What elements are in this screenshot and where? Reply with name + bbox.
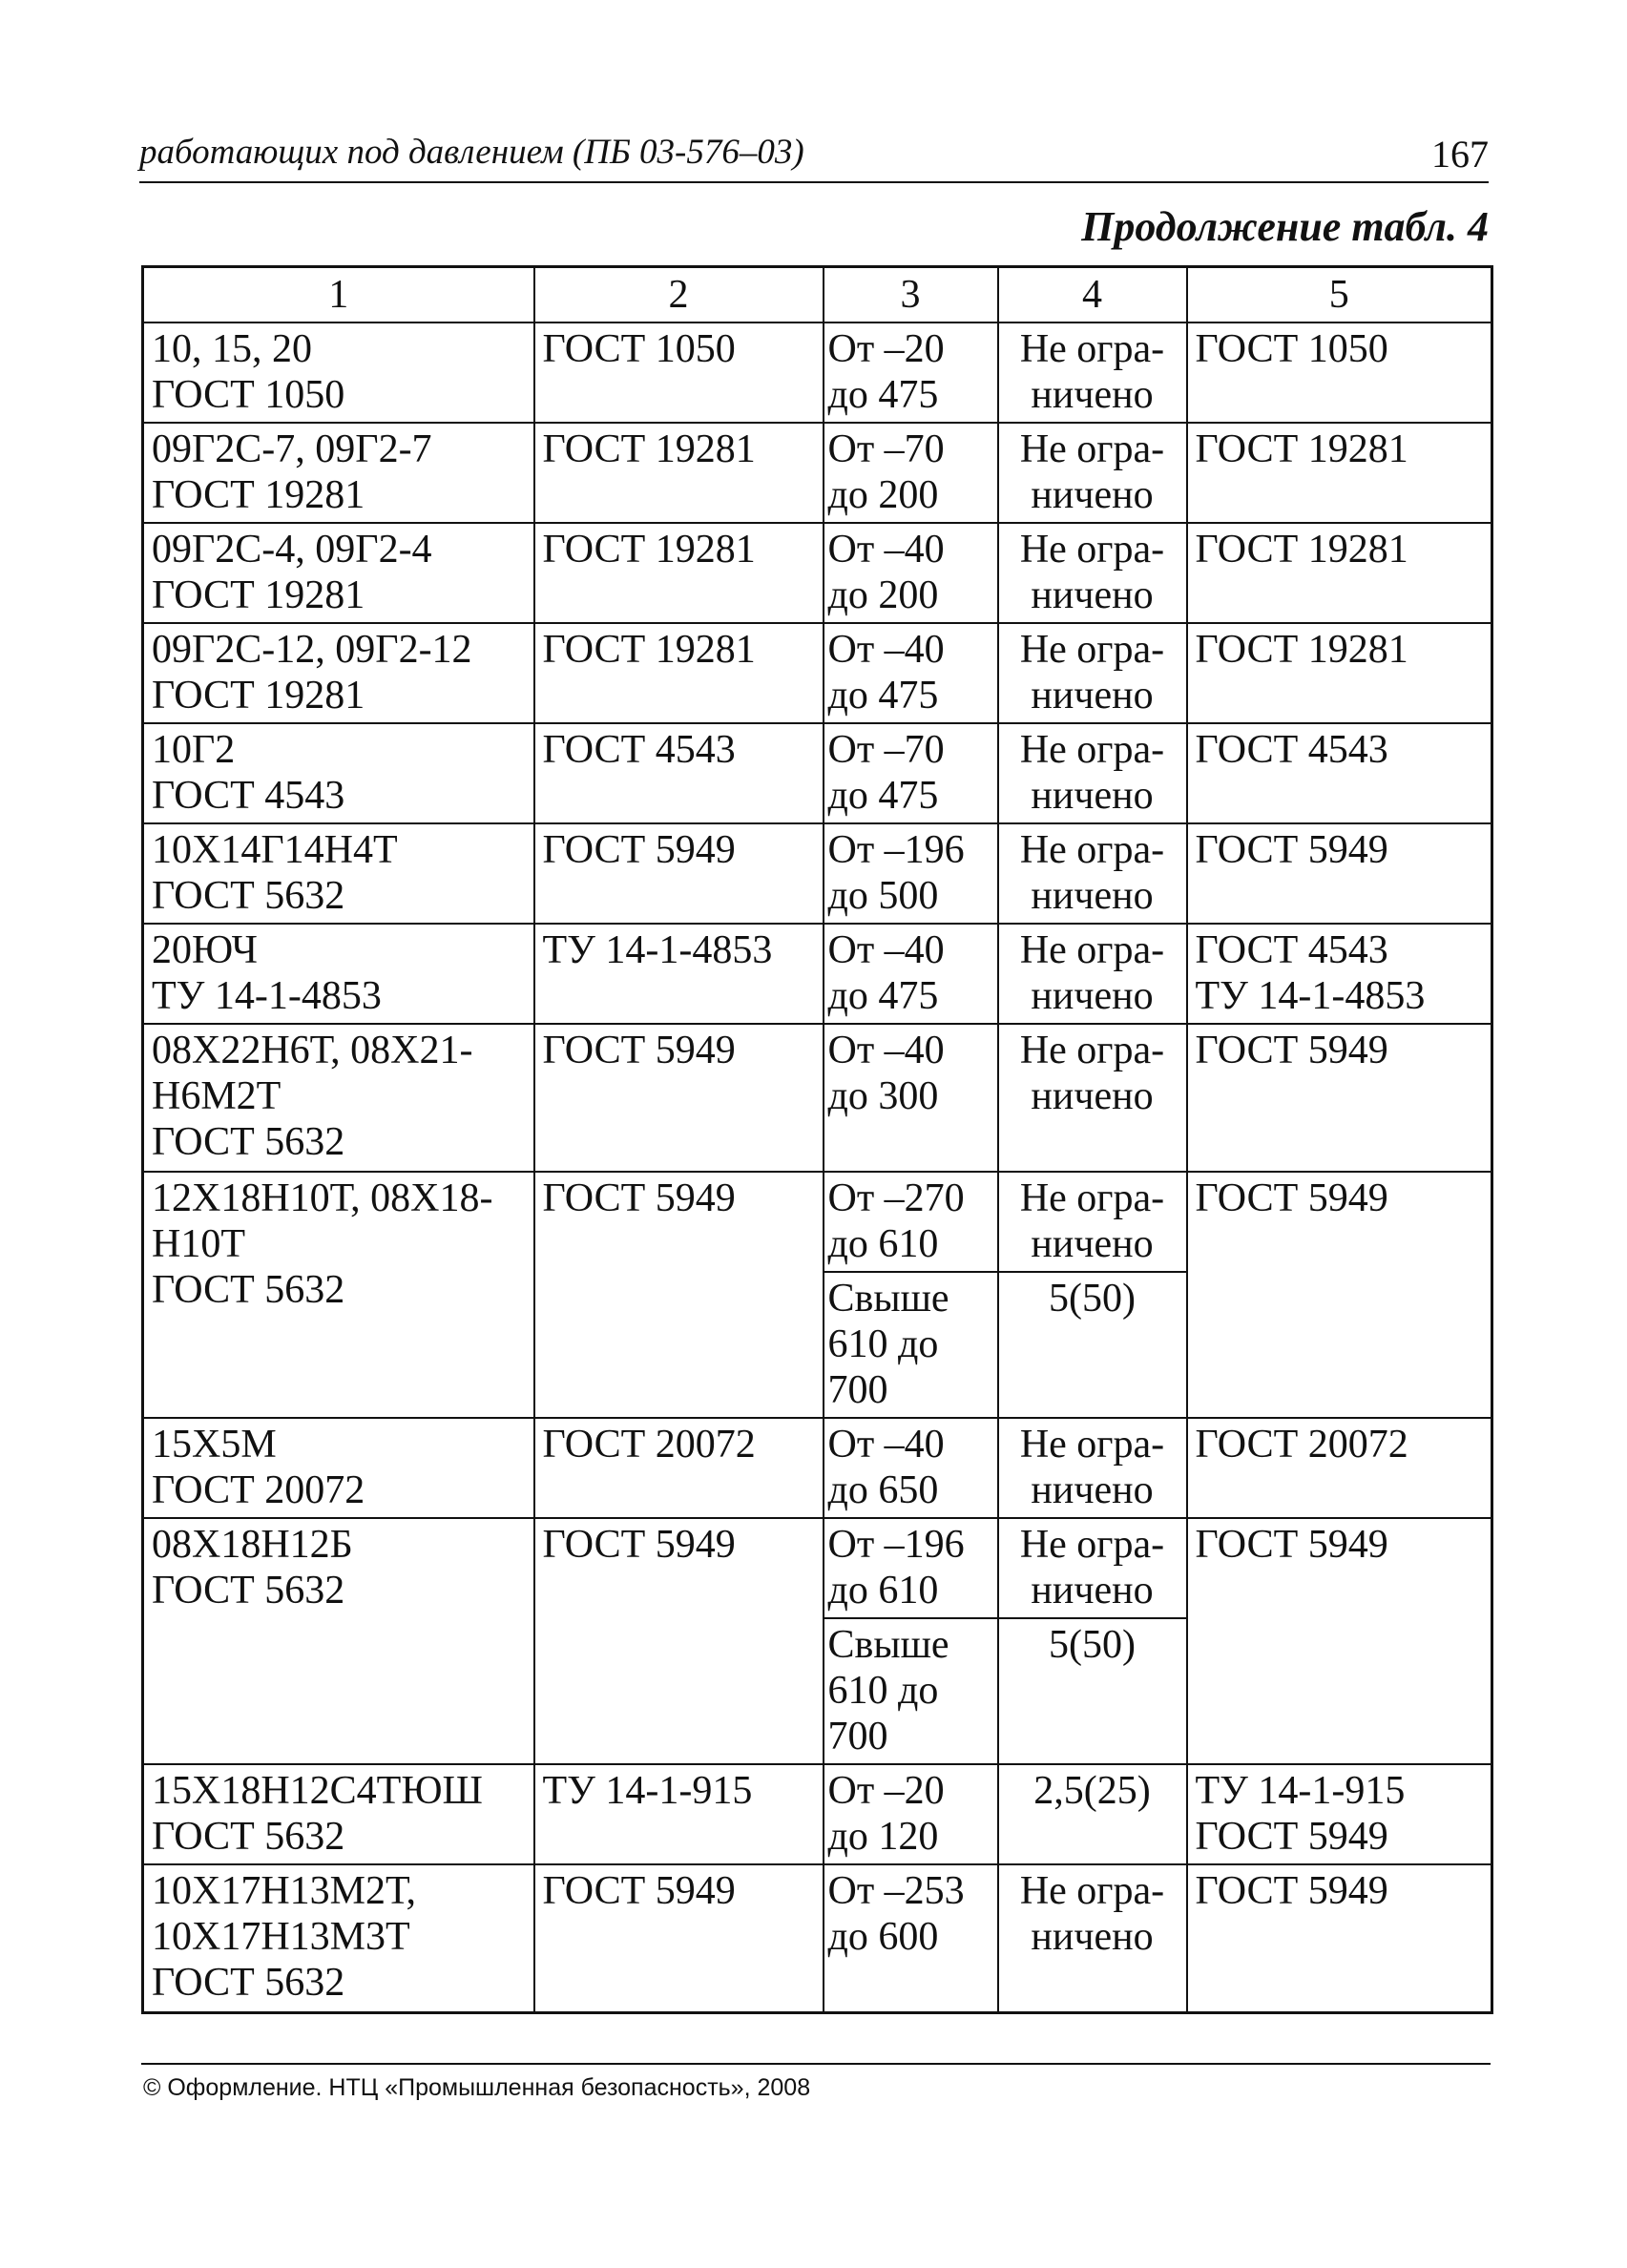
table-row [143, 823, 1492, 924]
column-header: 1 [143, 267, 534, 323]
standard-cell: ГОСТ 5949 [534, 1864, 824, 2012]
steel-grade-cell: 09Г2С-12, 09Г2-12 ГОСТ 19281 [143, 623, 534, 723]
table-row [143, 1172, 1492, 1272]
test-standard-cell: ТУ 14-1-915 ГОСТ 5949 [1187, 1764, 1492, 1864]
test-standard-cell: ГОСТ 5949 [1187, 823, 1492, 924]
pressure-cell: Не огра- ничено [998, 423, 1187, 523]
table-row [143, 723, 1492, 823]
pressure-cell: Не огра- ничено [998, 523, 1187, 623]
table-row [143, 1418, 1492, 1518]
steel-grade-cell: 10, 15, 20 ГОСТ 1050 [143, 323, 534, 423]
standard-cell: ГОСТ 5949 [534, 823, 824, 924]
table-row [143, 323, 1492, 423]
pressure-cell: 5(50) [998, 1272, 1187, 1418]
temperature-cell: От –196 до 610 [824, 1518, 998, 1618]
steel-grade-cell: 09Г2С-4, 09Г2-4 ГОСТ 19281 [143, 523, 534, 623]
temperature-cell: От –270 до 610 [824, 1172, 998, 1272]
running-title: работающих под давлением (ПБ 03-576–03) [139, 133, 804, 172]
table-row [143, 1864, 1492, 2012]
table-row [143, 1024, 1492, 1172]
steel-grade-cell: 10Х14Г14Н4Т ГОСТ 5632 [143, 823, 534, 924]
standard-cell: ГОСТ 5949 [534, 1172, 824, 1418]
standard-cell: ГОСТ 20072 [534, 1418, 824, 1518]
table-header-row [143, 267, 1492, 323]
pressure-cell: 2,5(25) [998, 1764, 1187, 1864]
standard-cell: ГОСТ 19281 [534, 523, 824, 623]
table-row [143, 1518, 1492, 1618]
pressure-cell: Не огра- ничено [998, 1418, 1187, 1518]
standard-cell: ГОСТ 4543 [534, 723, 824, 823]
temperature-cell: От –40 до 200 [824, 523, 998, 623]
temperature-cell: От –40 до 650 [824, 1418, 998, 1518]
column-header: 5 [1187, 267, 1492, 323]
continuation-label: Продолжение табл. 4 [1081, 203, 1489, 250]
steel-grade-cell: 15Х5М ГОСТ 20072 [143, 1418, 534, 1518]
test-standard-cell: ГОСТ 19281 [1187, 423, 1492, 523]
test-standard-cell: ГОСТ 4543 ТУ 14-1-4853 [1187, 924, 1492, 1024]
test-standard-cell: ГОСТ 5949 [1187, 1172, 1492, 1418]
pressure-cell: Не огра- ничено [998, 1172, 1187, 1272]
copyright-footer: © Оформление. НТЦ «Промышленная безопасность», 2008 [143, 2074, 811, 2101]
temperature-cell: От –40 до 475 [824, 924, 998, 1024]
steel-grade-cell: 08Х18Н12Б ГОСТ 5632 [143, 1518, 534, 1764]
temperature-cell: От –196 до 500 [824, 823, 998, 924]
test-standard-cell: ГОСТ 20072 [1187, 1418, 1492, 1518]
test-standard-cell: ГОСТ 5949 [1187, 1864, 1492, 2012]
page-number: 167 [1431, 133, 1489, 176]
temperature-cell: От –253 до 600 [824, 1864, 998, 2012]
steel-grade-cell: 10Х17Н13М2Т, 10Х17Н13М3Т ГОСТ 5632 [143, 1864, 534, 2012]
test-standard-cell: ГОСТ 4543 [1187, 723, 1492, 823]
temperature-cell: От –20 до 475 [824, 323, 998, 423]
steel-table [141, 265, 1493, 2014]
pressure-cell: 5(50) [998, 1618, 1187, 1764]
temperature-cell: От –20 до 120 [824, 1764, 998, 1864]
pressure-cell: Не огра- ничено [998, 924, 1187, 1024]
standard-cell: ГОСТ 5949 [534, 1518, 824, 1764]
standard-cell: ГОСТ 19281 [534, 623, 824, 723]
temperature-cell: От –70 до 200 [824, 423, 998, 523]
standard-cell: ГОСТ 19281 [534, 423, 824, 523]
standard-cell: ТУ 14-1-4853 [534, 924, 824, 1024]
test-standard-cell: ГОСТ 1050 [1187, 323, 1492, 423]
standard-cell: ГОСТ 1050 [534, 323, 824, 423]
steel-grade-cell: 08Х22Н6Т, 08Х21- Н6М2Т ГОСТ 5632 [143, 1024, 534, 1172]
pressure-cell: Не огра- ничено [998, 623, 1187, 723]
table-row [143, 623, 1492, 723]
temperature-cell: От –40 до 300 [824, 1024, 998, 1172]
table-row [143, 924, 1492, 1024]
steel-grade-cell: 10Г2 ГОСТ 4543 [143, 723, 534, 823]
pressure-cell: Не огра- ничено [998, 323, 1187, 423]
steel-grade-cell: 09Г2С-7, 09Г2-7 ГОСТ 19281 [143, 423, 534, 523]
column-header: 4 [998, 267, 1187, 323]
running-header [139, 132, 1489, 183]
column-header: 3 [824, 267, 998, 323]
standard-cell: ТУ 14-1-915 [534, 1764, 824, 1864]
pressure-cell: Не огра- ничено [998, 723, 1187, 823]
steel-grade-cell: 12Х18Н10Т, 08Х18- Н10Т ГОСТ 5632 [143, 1172, 534, 1418]
table-row [143, 523, 1492, 623]
footer-divider [141, 2063, 1491, 2065]
temperature-cell: От –70 до 475 [824, 723, 998, 823]
temperature-cell: Свыше 610 до 700 [824, 1618, 998, 1764]
test-standard-cell: ГОСТ 19281 [1187, 623, 1492, 723]
table-row [143, 1764, 1492, 1864]
table-row [143, 423, 1492, 523]
test-standard-cell: ГОСТ 19281 [1187, 523, 1492, 623]
column-header: 2 [534, 267, 824, 323]
pressure-cell: Не огра- ничено [998, 1024, 1187, 1172]
standard-cell: ГОСТ 5949 [534, 1024, 824, 1172]
test-standard-cell: ГОСТ 5949 [1187, 1024, 1492, 1172]
temperature-cell: От –40 до 475 [824, 623, 998, 723]
temperature-cell: Свыше 610 до 700 [824, 1272, 998, 1418]
pressure-cell: Не огра- ничено [998, 1864, 1187, 2012]
test-standard-cell: ГОСТ 5949 [1187, 1518, 1492, 1764]
pressure-cell: Не огра- ничено [998, 1518, 1187, 1618]
steel-grade-cell: 20ЮЧ ТУ 14-1-4853 [143, 924, 534, 1024]
steel-grade-cell: 15Х18Н12С4ТЮШ ГОСТ 5632 [143, 1764, 534, 1864]
pressure-cell: Не огра- ничено [998, 823, 1187, 924]
